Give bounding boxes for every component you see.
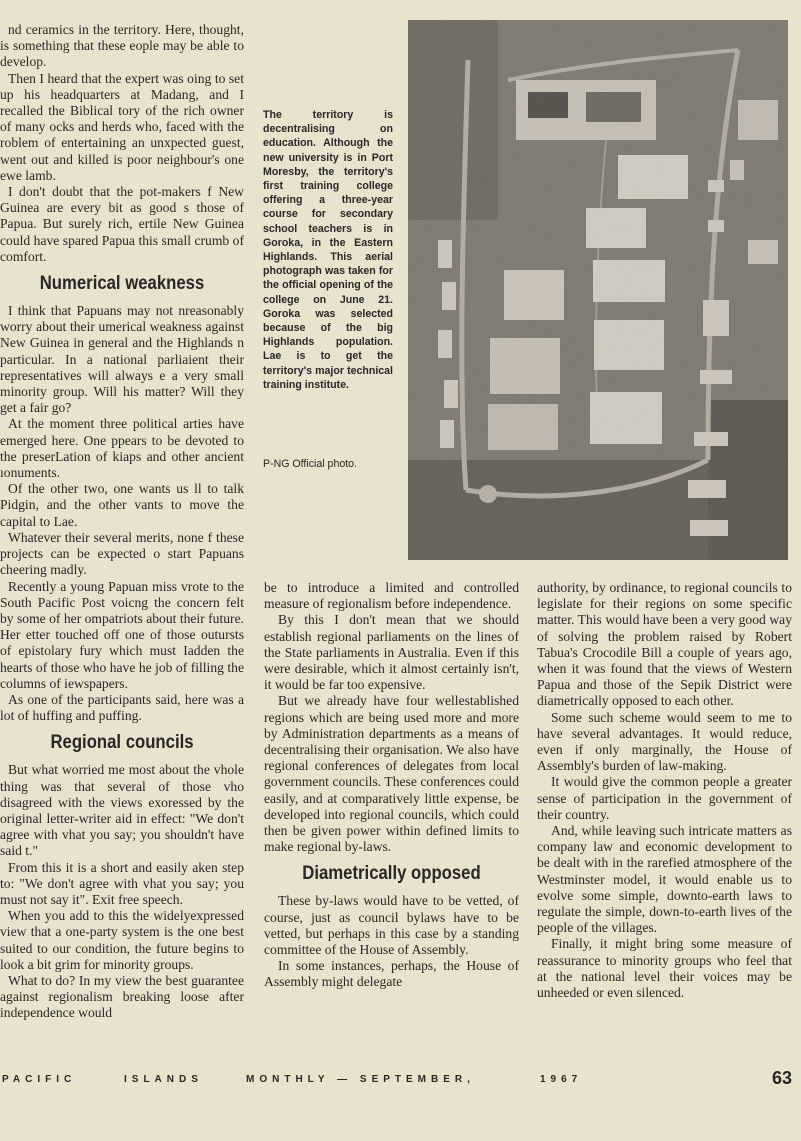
- paragraph: In some instances, perhaps, the House of Assembly might delegate: [264, 958, 519, 990]
- paragraph: Some such scheme would seem to me to have several advantages. It would reduce, even if only marginally, the House of Assembly's burden of law-making.: [537, 709, 792, 774]
- footer-publication-word: PACIFIC: [2, 1074, 77, 1085]
- section-heading: Regional councils: [50, 732, 194, 754]
- paragraph: It would give the common people a greater sense of participation in the government of their country.: [537, 774, 792, 822]
- paragraph: Recently a young Papuan miss vrote to the South Pacific Post voicng the concern felt by some of her ompatriots about their future. Her etter touched off one of those outursts of epistolary fury which must Iadden the hearts of those who have he job of filling the columns of iewspapers.: [0, 578, 244, 691]
- aerial-photograph: [408, 20, 788, 560]
- paragraph: Of the other two, one wants us ll to talk Pidgin, and the other vants to move the capital to Lae.: [0, 481, 244, 529]
- article-column-2: [264, 580, 519, 1060]
- paragraph: From this it is a short and easily aken step to: "We don't agree with vhat you say; you must not say it". Exit free speech.: [0, 859, 244, 907]
- paragraph: authority, by ordinance, to regional councils to legislate for their regions on some specific matter. This would have been a very good way of solving the problem raised by Robert Tabua's Crocodile Bill a couple of years ago, when it was found that the views of Western Papua and those of the Sepik District were diametrically opposed to each other.: [537, 580, 792, 709]
- paragraph: Whatever their several merits, none f these projects can be expected o start Papuans cheering madly.: [0, 529, 244, 578]
- article-column-1: [0, 22, 244, 1062]
- section-heading: Diametrically opposed: [302, 863, 481, 885]
- paragraph: By this I don't mean that we should establish regional parliaments on the lines of the State parliaments in Australia. Even if this were desirable, which it almost certainly isn't, it would be far too expensive.: [264, 612, 519, 693]
- paragraph: And, while leaving such intricate matters as company law and economic development to be dealt with in the rarefied atmosphere of the Westminster model, it would enable us to evolve some simple, downto-earth laws to regulate the simple, down-to-earth lives of the people of the villages.: [537, 823, 792, 936]
- paragraph: These by-laws would have to be vetted, of course, just as council bylaws have to be vetted, but perhaps in this case by a standing committee of the House of Assembly.: [264, 893, 519, 958]
- paragraph: At the moment three political arties have emerged here. One ppears to be devoted to the preserLation of kiaps and other ancient ıonuments.: [0, 416, 244, 481]
- paragraph: As one of the participants said, here was a lot of huffing and puffing.: [0, 691, 244, 724]
- paragraph: nd ceramics in the territory. Here, thought, is something that these eople may be able to develop.: [0, 22, 244, 70]
- page-number: 63: [772, 1068, 793, 1088]
- aerial-photo-image: [408, 20, 788, 560]
- paragraph: Then I heard that the expert was oing to set up his headquarters at Madang, and I recalled the Biblical tory of the rich owner of many ocks and herds who, faced with the roblem of entertaining an unxpected guest, went out and killed is poor neighbour's one ewe lamb.: [0, 70, 244, 183]
- footer-publication-word: ISLANDS: [124, 1074, 203, 1085]
- paragraph: But what worried me most about the vhole thing was that several of those vho disagreed with the views exoressed by the original letter-writer aid in effect: "We don't agree with vhat you say; you shouldn't have said t.": [0, 762, 244, 859]
- footer-year: 1967: [540, 1074, 583, 1085]
- article-column-3: [537, 580, 792, 1060]
- photo-caption: The territory is decentralising on education. Although the new university is in Port Moresby, the territory's first training college offering a three-year course for secondary school teachers is in Goroka, in the Eastern Highlands. This aerial photograph was taken for the official opening of the college on June 21. Goroka was selected because of the big Highlands population. Lae is to get the territory's major technical training institute.: [263, 109, 393, 391]
- paragraph: What to do? In my view the best guarantee against regionalism breaking loose after independence would: [0, 972, 244, 1021]
- paragraph: I don't doubt that the pot-makers f New Guinea are every bit as good s those of Papua. But surely rich, ertile New Guinea could have spared Papua this small crumb of comfort.: [0, 184, 244, 264]
- paragraph: Finally, it might bring some measure of reassurance to minority groups who feel that at the national level their voices may be unheeded or even silenced.: [537, 936, 792, 1001]
- section-heading: Numerical weakness: [39, 273, 205, 295]
- page-footer: [0, 1068, 801, 1092]
- paragraph: When you add to this the widelyexpressed view that a one-party system is the one best suited to our condition, the future begins to look a bit grim for minority groups.: [0, 908, 244, 972]
- paragraph: But we already have four wellestablished regions which are being used more and more by Administration departments as a means of decentralising their organisation. We also have regional conferences of delegates from local government councils. These conferences could easily, and at comparatively little expense, be developed into regional councils, which could then be given power within defined limits to make regional by-laws.: [264, 693, 519, 855]
- paragraph: I think that Papuans may not nreasonably worry about their umerical weakness against New Guinea in general and the Highlands n particular. In a national parliaient their representatives will always e a very small minority group. Will his matter? Will they get a fair go?: [0, 303, 244, 416]
- photo-credit: P-NG Official photo.: [263, 458, 358, 470]
- footer-issue-month: MONTHLY — SEPTEMBER,: [246, 1074, 475, 1085]
- paragraph: be to introduce a limited and controlled measure of regionalism before independence.: [264, 580, 519, 612]
